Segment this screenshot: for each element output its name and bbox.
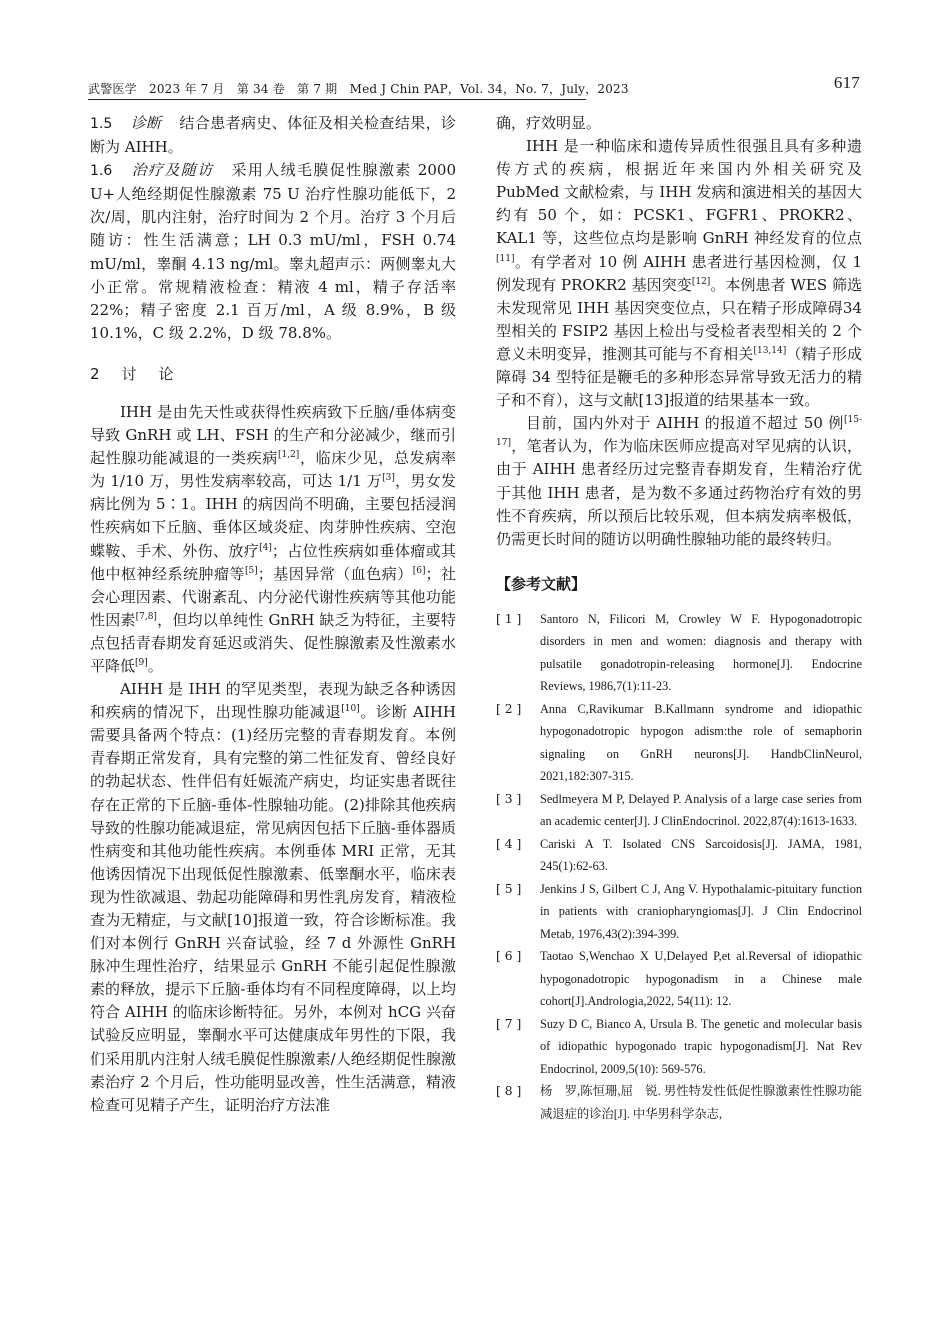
reference-item (496, 698, 862, 788)
citation: [13,14] (753, 345, 787, 356)
reference-number: [ 5 ] (496, 881, 522, 896)
text: ；占位性疾病如垂体瘤或其他中枢神经系统肿瘤等 (90, 541, 456, 583)
reference-item (496, 833, 862, 878)
reference-item (496, 878, 862, 946)
section-text: 采用人绒毛膜促性腺激素 2000 U+人绝经期促性腺激素 75 U 治疗性腺功能低下，2 次/周，肌内注射，治疗时间为 2 个月。治疗 3 个月后随访：性生活满意；LH 0.3 mU/ml，FSH 0.74 mU/ml，睾酮 4.13 ng/ml。睾丸超声示：两侧睾丸大小正常。常规精液检查：精液 4 ml，精子存活率 22%；精子密度 2.1 百万/ml，A 级 8.9%，B 级 10.1%，C 级 2.2%，D 级 78.8%。 (90, 161, 456, 342)
reference-item (496, 788, 862, 833)
reference-text: Jenkins J S, Gilbert C J, Ang V. Hypothalamic-pituitary function in patients with craniopharyngiomas[J]. J Clin Endocrinol Metab, 1976,43(2):394-399. (540, 881, 862, 941)
continued-text: 确，疗效明显。 (496, 114, 602, 132)
page-number: 617 (833, 73, 860, 92)
discussion-paragraph-4 (496, 412, 862, 551)
section-title: 讨论 (121, 364, 196, 383)
reference-item (496, 1013, 862, 1081)
reference-number: [ 3 ] (496, 791, 522, 806)
citation: [11] (496, 253, 515, 264)
text: IHH 是一种临床和遗传异质性很强且具有多种遗传方式的疾病，根据近年来国内外相关研究及 PubMed 文献检索，与 IHH 发病和演进相关的基因大约有 50 个，如：PCSK1、FGFR1、PROKR2、KAL1 等，这些位点均是影响 GnRH 神经发育的位点 (496, 137, 862, 248)
discussion-paragraph-1 (90, 401, 456, 678)
section-label: 诊断 (130, 114, 162, 132)
citation: [15-17] (496, 415, 862, 449)
citation: [3] (382, 473, 395, 484)
reference-text: Suzy D C, Bianco A, Ursula B. The genetic and molecular basis of idiopathic hypogonado trapic hypogonadism[J]. Nat Rev Endocrinol, 2009,5(10): 569-576. (540, 1016, 862, 1076)
reference-text: Anna C,Ravikumar B.Kallmann syndrome and idiopathic hypogonadotropic hypogon adism:the role of semaphorin signaling on GnRH neurons[J]. HandbClinNeurol, 2021,182:307-315. (540, 701, 862, 784)
section-2-heading (90, 363, 456, 385)
reference-number: [ 2 ] (496, 701, 522, 716)
text: ，但均以单纯性 GnRH 缺乏为特征，主要特点包括青春期发育延迟或消失、促性腺激素及性激素水平降低 (90, 610, 456, 675)
citation: [5] (244, 565, 258, 576)
citation: [9] (135, 657, 148, 668)
text: ，笔者认为，作为临床医师应提高对罕见病的认识，由于 AIHH 患者经历过完整青春期发育，生精治疗优于其他 IHH 患者，是为数不多通过药物治疗有效的男性不育疾病，所以预后比较乐观，但本病发病率极低，仍需更长时间的随访以明确性腺轴功能的最终转归。 (496, 437, 862, 548)
references-heading: 【参考文献】 (496, 574, 587, 593)
text: 。本例患者 WES 筛选未发现常见 IHH 基因突变位点，只在精子形成障碍34 型相关的 FSIP2 基因上检出与受检者表型相关的 2 个意义未明变异，推测其可能与不育相关 (496, 275, 862, 363)
running-header (88, 73, 860, 100)
citation: [1,2] (277, 450, 300, 461)
reference-item (496, 945, 862, 1013)
text: 。诊断 AIHH 需要具备两个特点：(1)经历完整的青春期发育。本例青春期正常发育，具有完整的第二性征发育、曾经良好的勃起状态、性伴侣有妊娠流产病史，均证实患者既往存在正常的下丘脑-垂体-性腺轴功能。(2)排除其他疾病导致的性腺功能减退症，常见病因包括下丘脑-垂体器质性病变和其他功能性疾病。本例垂体 MRI 正常，无其他诱因情况下出现低促性腺激素、低睾酮水平，临床表现为性欲减退、勃起功能障碍和男性乳房发育，精液检查为无精症，与文献[10]报道一致，符合诊断标准。我们对本例行 GnRH 兴奋试验，经 7 d 外源性 GnRH 脉冲生理性治疗，结果显示 GnRH 不能引起促性腺激素的释放，提示下丘脑-垂体均有不同程度障碍，以上均符合 AIHH 的临床诊断特征。另外，本例对 hCG 兴奋试验反应明显，睾酮水平可达健康成年男性的下限，我们采用肌内注射人绒毛膜促性腺激素/人绝经期促性腺激素治疗 2 个月后，性功能明显改善，性生活满意，精液检查可见精子产生，证明治疗方法准 (90, 703, 456, 1114)
text: ；社会心理因素、代谢紊乱、内分泌代谢性疾病等其他功能性因素 (90, 564, 456, 629)
section-label: 治疗及随访 (130, 161, 214, 180)
section-number: 1.6 (90, 163, 113, 180)
text: 。有学者对 10 例 AIHH 患者进行基因检测，仅 1 例发现有 PROKR2 基因突变 (496, 252, 862, 294)
section-text: 结合患者病史、体征及相关检查结果，诊断为 AIHH。 (90, 114, 456, 157)
reference-text: Santoro N, Filicori M, Crowley W F. Hypogonadotropic disorders in men and women: diagnosis and therapy with pulsatile gonadotropin-releasing hormone[J]. Endocrine Reviews, 1986,7(1):11-23. (540, 611, 862, 694)
left-column (90, 112, 456, 1117)
reference-number: [ 8 ] (496, 1084, 522, 1099)
text: ，临床少见，总发病率为 1/10 万，男性发病率较高，可达 1/1 万 (90, 449, 456, 491)
section-number: 1.5 (90, 116, 113, 132)
reference-text: Cariski A T. Isolated CNS Sarcoidosis[J]. JAMA, 1981, 245(1):62-63. (540, 836, 862, 874)
citation: [10] (341, 704, 360, 715)
text: ；基因异常（血色病） (257, 564, 413, 583)
reference-text: Taotao S,Wenchao X U,Delayed P,et al.Reversal of idiopathic hypogonadotropic hypogonadism in a Chinese male cohort[J].Andrologia,2022, 54(11): 12. (540, 949, 862, 1009)
right-column (496, 112, 862, 1125)
reference-number: [ 7 ] (496, 1016, 522, 1031)
header-rule (88, 99, 586, 100)
reference-text: 杨 罗,陈恒珊,屈 锐. 男性特发性低促性腺激素性性腺功能减退症的诊治[J]. 中华男科学杂志, (540, 1084, 862, 1121)
discussion-paragraph-2 (90, 678, 456, 1117)
section-number: 2 (90, 364, 100, 383)
text: AIHH 是 IHH 的罕见类型，表现为缺乏各种诱因和疾病的情况下，出现性腺功能减退 (90, 680, 456, 722)
text: 。 (147, 656, 163, 675)
section-1-5 (90, 112, 456, 159)
citation: [6] (412, 565, 426, 576)
citation: [7,8] (135, 611, 157, 622)
reference-number: [ 4 ] (496, 836, 522, 851)
section-1-6 (90, 159, 456, 345)
journal-running-head: 武警医学 2023 年 7 月 第 34 卷 第 7 期 Med J Chin PAP，Vol. 34，No. 7，July，2023 (88, 82, 629, 96)
reference-text: Sedlmeyera M P, Delayed P. Analysis of a large case series from an academic center[J]. J ClinEndocrinol. 2022,87(4):1613-1633. (540, 791, 862, 829)
text: IHH 是由先天性或获得性疾病致下丘脑/垂体病变导致 GnRH 或 LH、FSH 的生产和分泌减少，继而引起性腺功能减退的一类疾病 (90, 402, 456, 468)
discussion-paragraph-3 (496, 135, 862, 412)
citation: [4] (259, 542, 272, 553)
text: 目前，国内外对于 AIHH 的报道不超过 50 例 (526, 414, 844, 433)
reference-item (496, 1080, 862, 1125)
reference-item (496, 608, 862, 698)
text: ，男女发病比例为 5∶1。IHH 的病因尚不明确，主要包括浸润性疾病如下丘脑、垂体区域炎症、肉芽肿性疾病、空泡蝶鞍、手术、外伤、放疗 (90, 472, 456, 560)
citation: [12] (691, 276, 711, 287)
reference-list (496, 608, 862, 1126)
reference-number: [ 6 ] (496, 949, 522, 964)
reference-number: [ 1 ] (496, 611, 522, 626)
text: （精子形成障碍 34 型特征是鞭毛的多种形态异常导致无活力的精子和不育），这与文献[13]报道的结果基本一致。 (496, 344, 862, 410)
